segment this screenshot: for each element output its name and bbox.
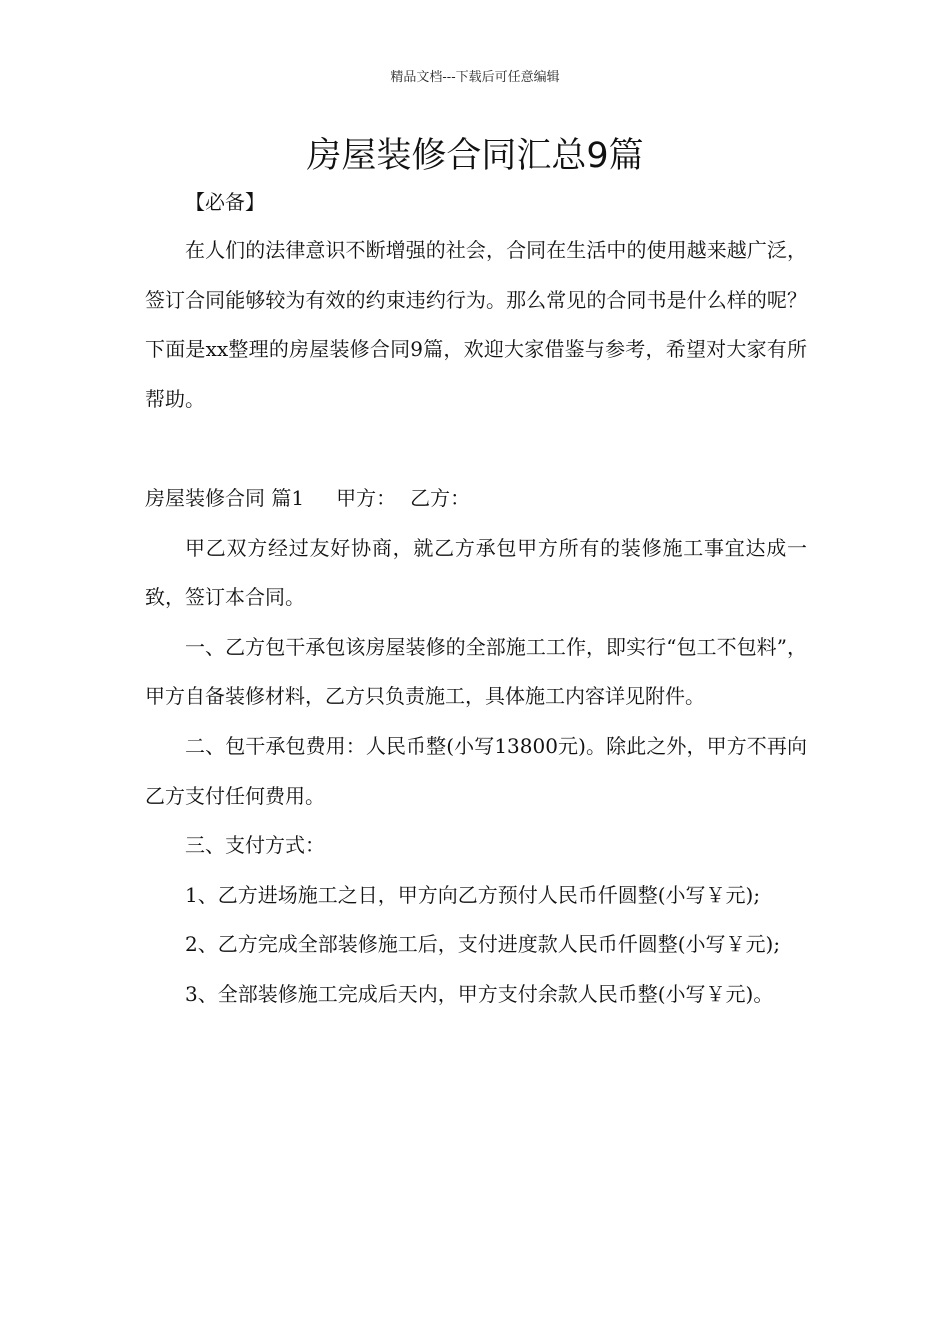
contract-paragraph: 二、包干承包费用：人民币整(小写13800元)。除此之外，甲方不再向乙方支付任何费用。	[145, 733, 807, 808]
contract-paragraph: 2、乙方完成全部装修施工后，支付进度款人民币仟圆整(小写￥元);	[185, 932, 781, 957]
section-heading: 房屋装修合同 篇1	[145, 485, 305, 510]
intro-paragraph: 在人们的法律意识不断增强的社会，合同在生活中的使用越来越广泛，签订合同能够较为有效的约束违约行为。那么常见的合同书是什么样的呢？下面是xx整理的房屋装修合同9篇，欢迎大家借鉴与参考，希望对大家有所帮助。	[145, 238, 807, 411]
contract-paragraph: 一、乙方包干承包该房屋装修的全部施工工作，即实行“包工不包料”，甲方自备装修材料，乙方只负责施工，具体施工内容详见附件。	[145, 634, 807, 709]
document-title: 房屋装修合同汇总9篇	[306, 136, 644, 176]
contract-paragraph: 1、乙方进场施工之日，甲方向乙方预付人民币仟圆整(小写￥元);	[185, 882, 761, 907]
tag-label: 【必备】	[185, 190, 265, 214]
contract-paragraph: 三、支付方式：	[185, 833, 325, 858]
paragraph-spacer	[145, 424, 807, 474]
document-body	[145, 226, 807, 1020]
contract-paragraph: 甲乙双方经过友好协商，就乙方承包甲方所有的装修施工事宜达成一致，签订本合同。	[145, 535, 807, 610]
party-b-label: 乙方：	[410, 485, 471, 510]
contract-paragraph: 3、全部装修施工完成后天内，甲方支付余款人民币整(小写￥元)。	[185, 981, 774, 1006]
section-heading-line	[145, 474, 807, 524]
header-note: 精品文档---下载后可任意编辑	[390, 70, 560, 85]
party-a-label: 甲方：	[336, 485, 397, 510]
